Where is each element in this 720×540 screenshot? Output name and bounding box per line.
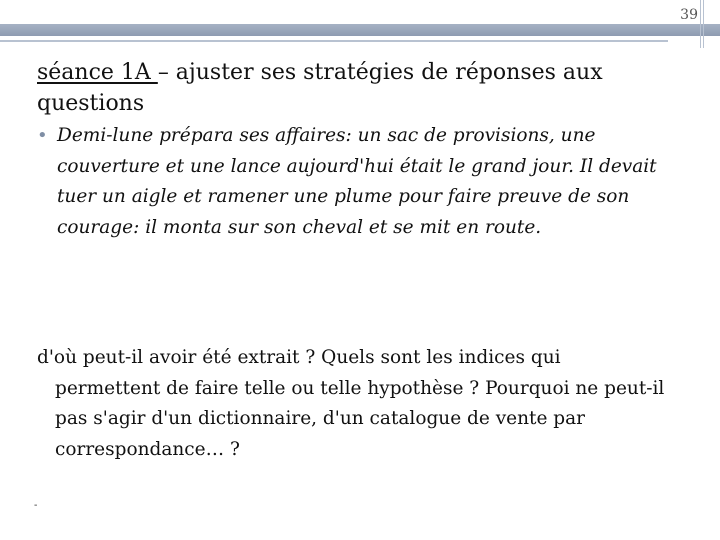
question-paragraph: d'où peut-il avoir été extrait ? Quels sont les indices qui permettent de faire telle ou telle hypothèse ? Pourquoi ne peut-il pas s'agir d'un dictionnaire, d'un catalogue de vente par correspondance… ? (37, 347, 665, 460)
title-rest: – ajuster ses stratégies de réponses aux questions (37, 60, 603, 116)
bullet-text: Demi-lune prépara ses affaires: un sac de provisions, une couverture et une lance aujourd'hui était le grand jour. Il devait tuer un aigle et ramener une plume pour faire preuve de son courage: il monta sur son cheval et se mit en route. (57, 125, 657, 238)
title-underlined: séance 1A (37, 60, 158, 85)
bullet-icon: • (37, 125, 48, 146)
header-rule (0, 40, 668, 42)
bullet-item (37, 121, 667, 243)
header-vertical-line-right (703, 0, 704, 48)
slide-number: 39 (680, 7, 698, 23)
header-band (0, 24, 720, 36)
slide-title (37, 57, 677, 119)
header-vertical-line-left (700, 0, 701, 48)
trailing-mark: - (34, 500, 38, 511)
